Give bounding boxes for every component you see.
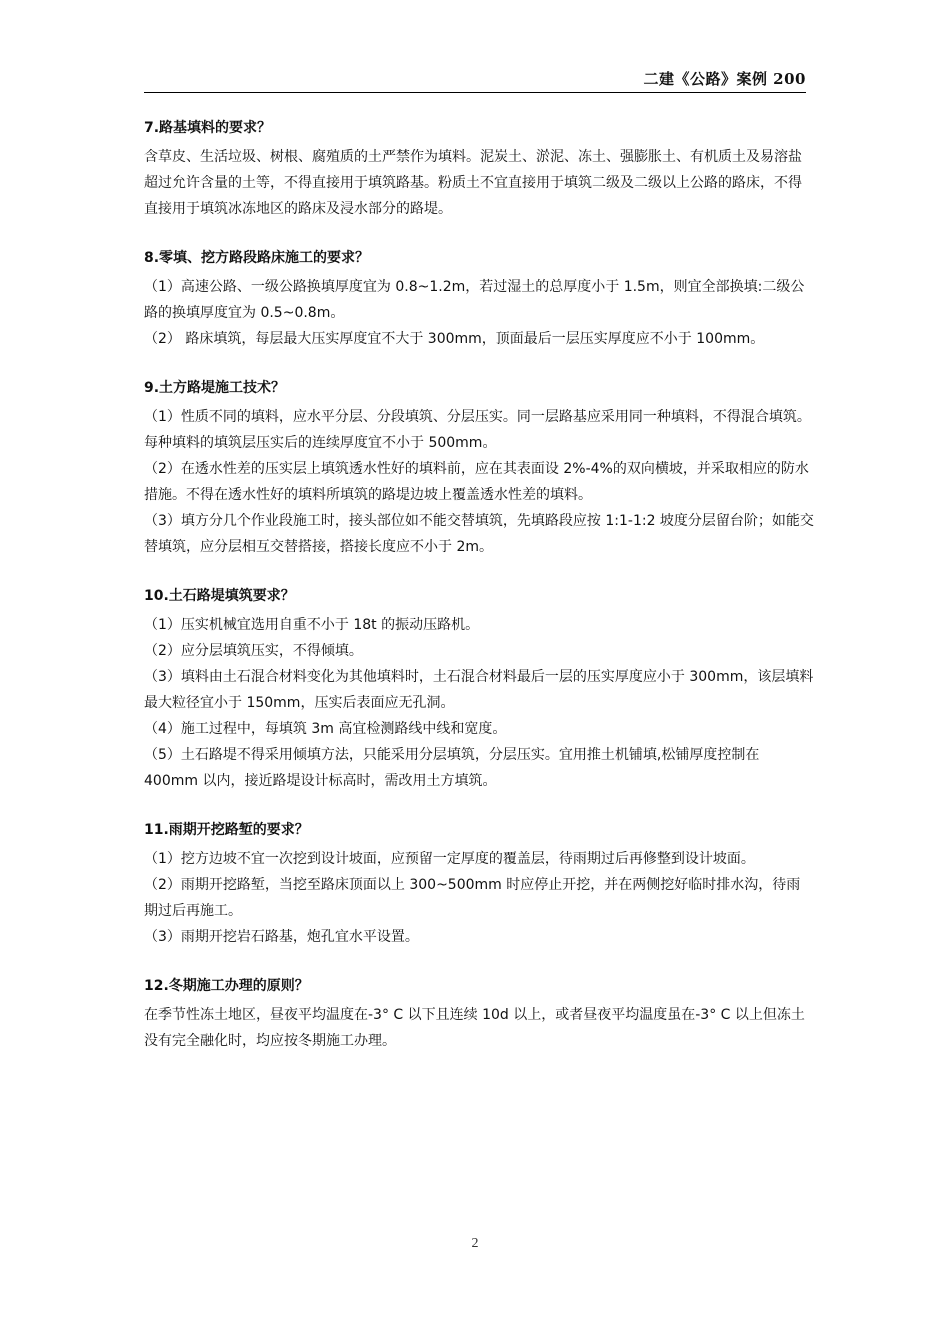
header-title: 二建《公路》案例 200 xyxy=(643,70,806,88)
qa-section xyxy=(144,248,814,352)
qa-section xyxy=(144,586,814,794)
answer-paragraph: （2）应分层填筑压实，不得倾填。 xyxy=(144,643,363,659)
answer-paragraph: 在季节性冻土地区，昼夜平均温度在-3° C 以下且连续 10d 以上，或者昼夜平均温度虽在-3° C 以上但冻土没有完全融化时，均应按冬期施工办理。 xyxy=(144,1007,805,1049)
qa-section xyxy=(144,976,814,1054)
answer-paragraph: （4）施工过程中，每填筑 3m 高宜检测路线中线和宽度。 xyxy=(144,721,507,737)
answer-paragraph: （3）雨期开挖岩石路基，炮孔宜水平设置。 xyxy=(144,929,419,945)
answer-paragraph: （1）性质不同的填料，应水平分层、分段填筑、分层压实。同一层路基应采用同一种填料，不得混合填筑。每种填料的填筑层压实后的连续厚度宜不小于 500mm。 xyxy=(144,409,811,451)
answer-paragraph: （3）填方分几个作业段施工时，接头部位如不能交替填筑，先填路段应按 1:1-1:2 坡度分层留台阶；如能交替填筑，应分层相互交替搭接，搭接长度应不小于 2m。 xyxy=(144,513,814,555)
qa-section xyxy=(144,378,814,560)
answer-paragraph: （2） 路床填筑，每层最大压实厚度宜不大于 300mm，顶面最后一层压实厚度应不小于 100mm。 xyxy=(144,331,765,347)
answer-paragraph: （1）高速公路、一级公路换填厚度宜为 0.8~1.2m，若过湿土的总厚度小于 1.5m，则宜全部换填:二级公路的换填厚度宜为 0.5~0.8m。 xyxy=(144,279,805,321)
page-number: 2 xyxy=(471,1236,479,1251)
section-question: 10.土石路堤填筑要求？ xyxy=(144,588,295,604)
qa-section xyxy=(144,118,814,222)
section-question: 12.冬期施工办理的原则？ xyxy=(144,978,309,994)
answer-paragraph: （2）在透水性差的压实层上填筑透水性好的填料前，应在其表面设 2%-4%的双向横坡，并采取相应的防水措施。不得在透水性好的填料所填筑的路堤边坡上覆盖透水性差的填料。 xyxy=(144,461,809,503)
section-question: 8.零填、挖方路段路床施工的要求？ xyxy=(144,250,370,266)
answer-paragraph: 含草皮、生活垃圾、树根、腐殖质的土严禁作为填料。泥炭土、淤泥、冻土、强膨胀土、有机质土及易溶盐超过允许含量的土等，不得直接用于填筑路基。粉质土不宜直接用于填筑二级及二级以上公路的路床，不得直接用于填筑冰冻地区的路床及浸水部分的路堤。 xyxy=(144,149,802,217)
answer-paragraph: （1）压实机械宜选用自重不小于 18t 的振动压路机。 xyxy=(144,617,480,633)
answer-paragraph: （1）挖方边坡不宜一次挖到设计坡面，应预留一定厚度的覆盖层，待雨期过后再修整到设计坡面。 xyxy=(144,851,755,867)
answer-paragraph: （5）土石路堤不得采用倾填方法，只能采用分层填筑，分层压实。宜用推土机铺填,松铺厚度控制在 400mm 以内，接近路堤设计标高时，需改用土方填筑。 xyxy=(144,747,760,789)
section-question: 7.路基填料的要求？ xyxy=(144,120,272,136)
answer-paragraph: （3）填料由土石混合材料变化为其他填料时，土石混合材料最后一层的压实厚度应小于 300mm，该层填料最大粒径宜小于 150mm，压实后表面应无孔洞。 xyxy=(144,669,814,711)
running-header xyxy=(144,68,806,93)
section-question: 11.雨期开挖路堑的要求？ xyxy=(144,822,309,838)
document-body xyxy=(144,118,814,1080)
qa-section xyxy=(144,820,814,950)
answer-paragraph: （2）雨期开挖路堑，当挖至路床顶面以上 300~500mm 时应停止开挖，并在两侧挖好临时排水沟，待雨期过后再施工。 xyxy=(144,877,801,919)
section-question: 9.土方路堤施工技术？ xyxy=(144,380,286,396)
